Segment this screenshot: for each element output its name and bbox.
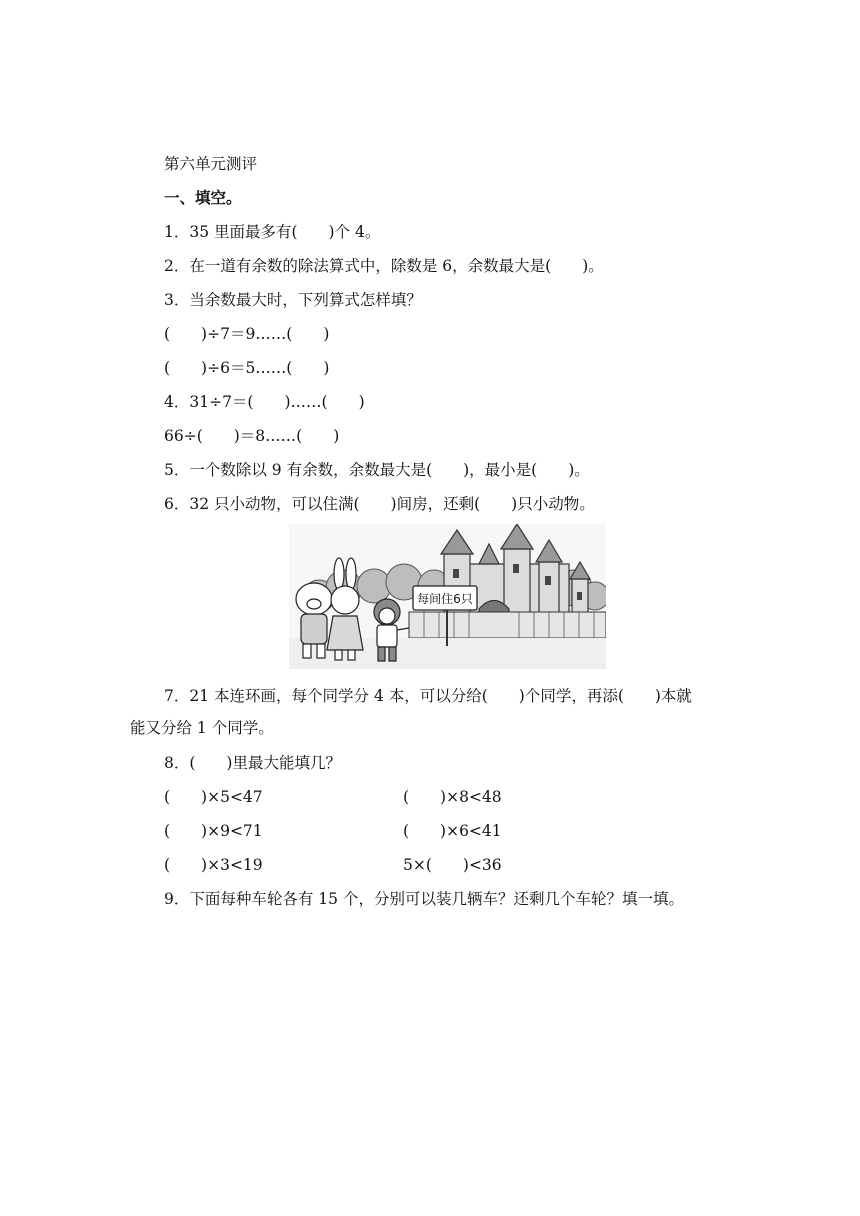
question-9: 9．下面每种车轮各有 15 个，分别可以装几辆车？还剩几个车轮？填一填。 bbox=[164, 890, 684, 908]
question-7-line-1: 7．21 本连环画，每个同学分 4 本，可以分给( )个同学，再添( )本就 bbox=[164, 687, 692, 705]
question-6: 6．32 只小动物，可以住满( )间房，还剩( )只小动物。 bbox=[164, 495, 595, 513]
question-3a: ( )÷7＝9……( ) bbox=[164, 325, 330, 343]
question-8-item: ( )×5<47 bbox=[164, 788, 263, 806]
question-2: 2．在一道有余数的除法算式中，除数是 6，余数最大是( )。 bbox=[164, 257, 604, 275]
question-8-item: ( )×3<19 bbox=[164, 856, 263, 874]
question-8-item: ( )×9<71 bbox=[164, 822, 263, 840]
question-7-line-2: 能又分给 1 个同学。 bbox=[130, 719, 274, 737]
question-1: 1．35 里面最多有( )个 4。 bbox=[164, 223, 381, 241]
question-8-item: 5×( )<36 bbox=[403, 856, 502, 874]
question-4: 4．31÷7＝( )……( ) bbox=[164, 393, 365, 411]
question-8-item: ( )×8<48 bbox=[403, 788, 502, 806]
question-3: 3．当余数最大时，下列算式怎样填？ bbox=[164, 291, 422, 309]
question-3b: ( )÷6＝5……( ) bbox=[164, 359, 330, 377]
question-5: 5．一个数除以 9 有余数，余数最大是( )，最小是( )。 bbox=[164, 461, 590, 479]
question-4b: 66÷( )＝8……( ) bbox=[164, 427, 340, 445]
question-8-item: ( )×6<41 bbox=[403, 822, 502, 840]
unit-title: 第六单元测评 bbox=[164, 155, 258, 173]
castle-animals-illustration bbox=[289, 524, 606, 669]
section-title: 一、填空。 bbox=[164, 188, 242, 207]
sign-text: 每间住6只 bbox=[417, 592, 473, 606]
question-8: 8．( )里最大能填几？ bbox=[164, 754, 341, 772]
